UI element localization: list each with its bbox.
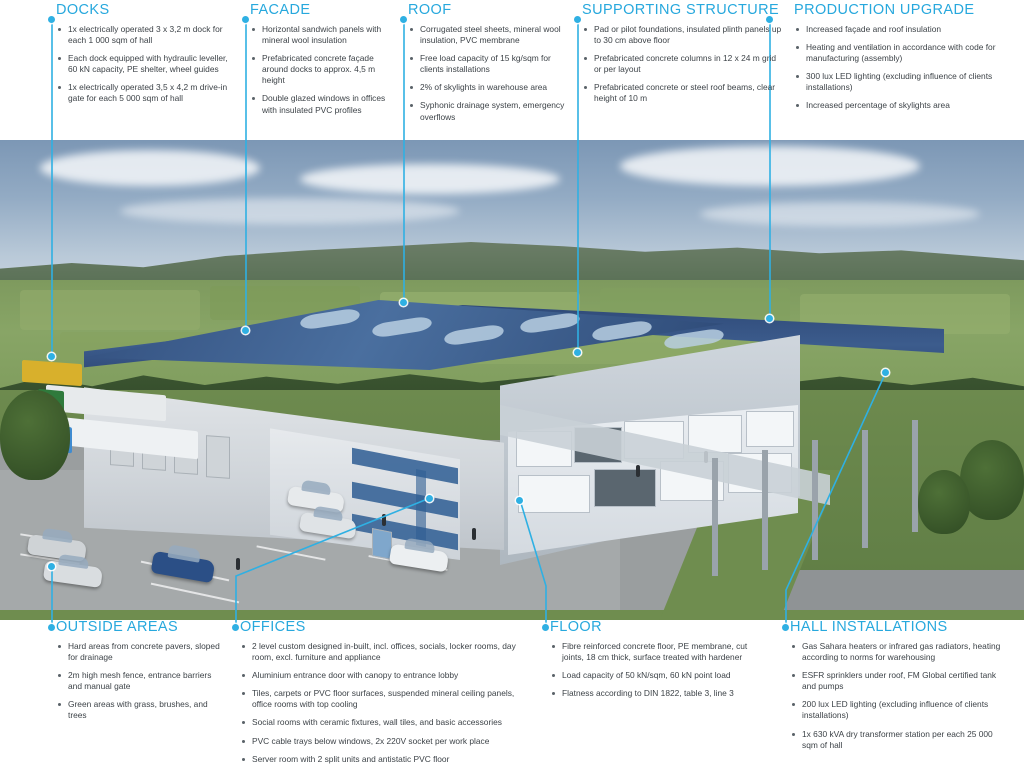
callout-item: 2% of skylights in warehouse area <box>408 82 568 93</box>
callout-item: Fibre reinforced concrete floor, PE membrane, cut joints, 18 cm thick, surface treated with hardener <box>550 641 770 663</box>
structural-column <box>912 420 918 532</box>
callout-item: Double glazed windows in offices with insulated PVC profiles <box>250 93 390 115</box>
callout-item: 200 lux LED lighting (excluding influence of clients installations) <box>790 699 1005 721</box>
callout-production-upgrade <box>794 2 1004 119</box>
field-patch <box>20 290 200 330</box>
callout-list <box>550 641 770 699</box>
callout-facade <box>250 2 390 123</box>
person <box>382 514 386 526</box>
callout-list <box>56 24 236 105</box>
leader-endpoint <box>242 327 249 334</box>
leader-endpoint <box>574 349 581 356</box>
callout-docks <box>56 2 236 112</box>
callout-title: HALL INSTALLATIONS <box>790 619 948 635</box>
callout-title: DOCKS <box>56 2 110 18</box>
callout-item: Syphonic drainage system, emergency overflows <box>408 100 568 122</box>
callout-floor <box>550 619 770 706</box>
leader-endpoint <box>516 497 523 504</box>
callout-list <box>250 24 390 116</box>
leader-endpoint <box>400 299 407 306</box>
callout-item: Server room with 2 split units and antistatic PVC floor <box>240 754 530 765</box>
callout-item: Increased percentage of skylights area <box>794 100 1004 111</box>
callout-item: 1x electrically operated 3,5 x 4,2 m drive-in gate for each 5 000 sqm of hall <box>56 82 236 104</box>
callout-outside-areas <box>56 619 226 729</box>
interior-room <box>518 475 590 513</box>
callout-item: Gas Sahara heaters or infrared gas radiators, heating according to norms for warehousing <box>790 641 1005 663</box>
leader-endpoint <box>766 315 773 322</box>
callout-item: Green areas with grass, brushes, and trees <box>56 699 226 721</box>
callout-item: Hard areas from concrete pavers, sloped for drainage <box>56 641 226 663</box>
callout-list <box>794 24 1004 112</box>
callout-item: Corrugated steel sheets, mineral wool insulation, PVC membrane <box>408 24 568 46</box>
callout-title: OUTSIDE AREAS <box>56 619 179 635</box>
structural-column <box>862 430 868 548</box>
callout-list <box>790 641 1005 751</box>
callout-title: OFFICES <box>240 619 306 635</box>
office-window-mullion <box>416 469 426 547</box>
structural-column <box>812 440 818 560</box>
callout-item: Aluminium entrance door with canopy to entrance lobby <box>240 670 530 681</box>
callout-title: ROOF <box>408 2 452 18</box>
callout-item: 2 level custom designed in-built, incl. offices, socials, locker rooms, day room, excl. furniture and appliance <box>240 641 530 663</box>
callout-item: Increased façade and roof insulation <box>794 24 1004 35</box>
callout-list <box>56 641 226 722</box>
callout-item: Pad or pilot foundations, insulated plinth panels up to 30 cm above floor <box>582 24 782 46</box>
bottom-callout-group <box>0 615 1024 768</box>
callout-roof <box>408 2 568 130</box>
cloud <box>300 164 560 194</box>
callout-item: PVC cable trays below windows, 2x 220V socket per work place <box>240 736 530 747</box>
dock-door <box>206 435 230 479</box>
callout-item: 1x 630 kVA dry transformer station per each 25 000 sqm of hall <box>790 729 1005 751</box>
callout-item: Heating and ventilation in accordance with code for manufacturing (assembly) <box>794 42 1004 64</box>
callout-item: Tiles, carpets or PVC floor surfaces, suspended mineral ceiling panels, office rooms with top cooling <box>240 688 530 710</box>
person <box>236 558 240 570</box>
leader-endpoint <box>426 495 433 502</box>
tree <box>918 470 970 534</box>
cloud <box>700 202 980 226</box>
top-callout-group <box>0 0 1024 140</box>
building-illustration <box>0 140 1024 620</box>
callout-item: Flatness according to DIN 1822, table 3, line 3 <box>550 688 770 699</box>
callout-item: 2m high mesh fence, entrance barriers and manual gate <box>56 670 226 692</box>
cloud <box>120 198 460 224</box>
structural-column <box>762 450 768 570</box>
person <box>472 528 476 540</box>
callout-item: Horizontal sandwich panels with mineral wool insulation <box>250 24 390 46</box>
callout-hall-installations <box>790 619 1005 758</box>
callout-supporting-structure <box>582 2 782 112</box>
leader-endpoint <box>48 563 55 570</box>
callout-list <box>408 24 568 123</box>
interior-room <box>746 411 794 447</box>
callout-item: Each dock equipped with hydraulic leveller, 60 kN capacity, PE shelter, wheel guides <box>56 53 236 75</box>
person <box>636 465 640 477</box>
callout-item: ESFR sprinklers under roof, FM Global certified tank and pumps <box>790 670 1005 692</box>
tree <box>0 390 70 480</box>
leader-endpoint <box>882 369 889 376</box>
callout-title: FLOOR <box>550 619 602 635</box>
callout-list <box>240 641 530 765</box>
callout-item: Free load capacity of 15 kg/sqm for clients installations <box>408 53 568 75</box>
interior-room <box>594 469 656 507</box>
callout-item: Load capacity of 50 kN/sqm, 60 kN point load <box>550 670 770 681</box>
callout-title: SUPPORTING STRUCTURE <box>582 2 780 18</box>
structural-column <box>712 458 718 576</box>
callout-title: FACADE <box>250 2 311 18</box>
callout-list <box>582 24 782 105</box>
cloud <box>40 150 260 186</box>
callout-item: Prefabricated concrete columns in 12 x 24 m grid or per layout <box>582 53 782 75</box>
callout-offices <box>240 619 530 768</box>
callout-item: 300 lux LED lighting (excluding influence of clients installations) <box>794 71 1004 93</box>
callout-item: 1x electrically operated 3 x 3,2 m dock for each 1 000 sqm of hall <box>56 24 236 46</box>
cloud <box>620 146 920 186</box>
truck <box>22 360 82 386</box>
callout-item: Prefabricated concrete or steel roof beams, clear height of 10 m <box>582 82 782 104</box>
callout-item: Prefabricated concrete façade around docks to approx. 4,5 m height <box>250 53 390 86</box>
callout-item: Social rooms with ceramic fixtures, wall tiles, and basic accessories <box>240 717 530 728</box>
callout-title: PRODUCTION UPGRADE <box>794 2 975 18</box>
leader-endpoint <box>48 353 55 360</box>
